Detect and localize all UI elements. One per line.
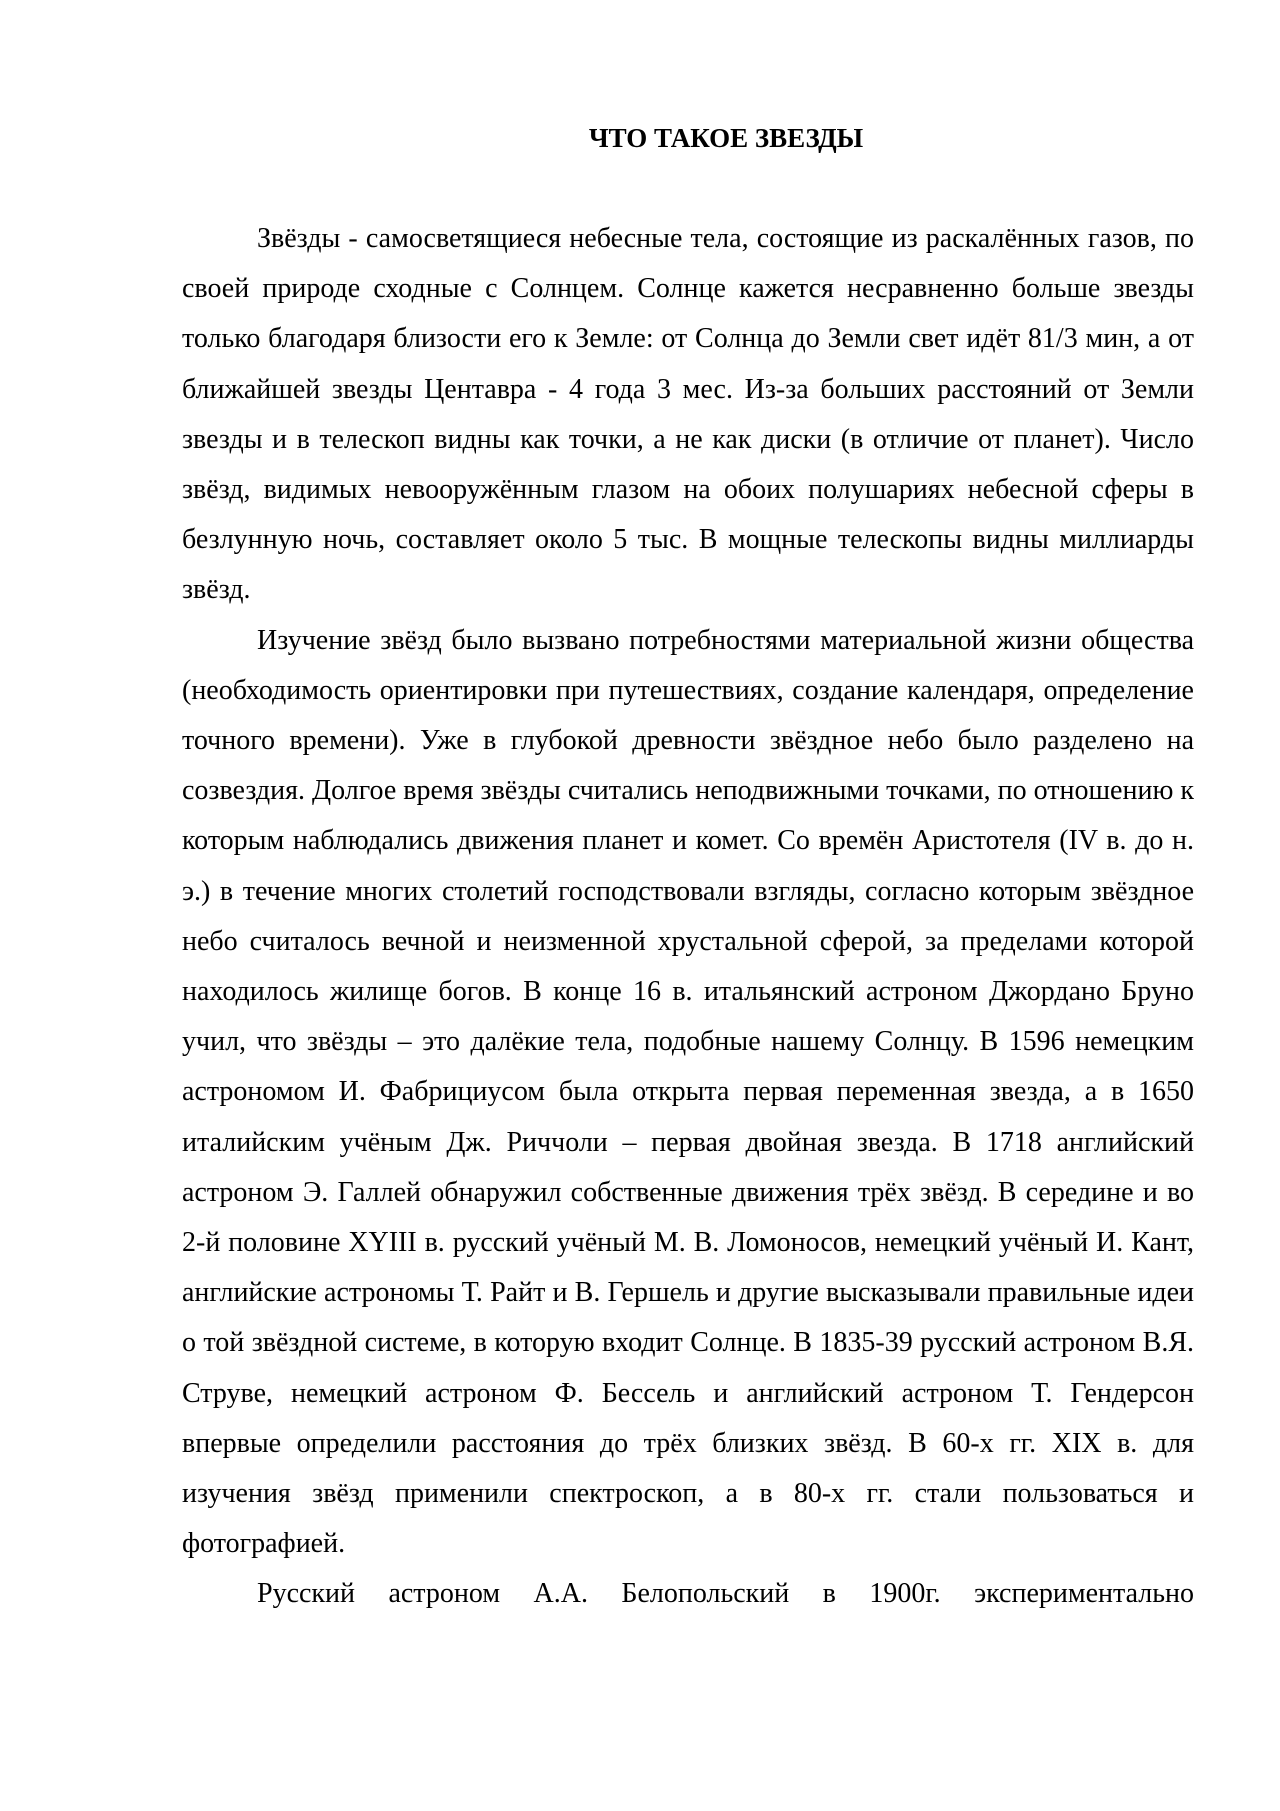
paragraph-belopolsky: Русский астроном А.А. Белопольский в 1900г. экспериментально [257,1578,1194,1610]
paragraph-stars-history: Изучение звёзд было вызвано потребностями материальной жизни общества (необходимость ориентировки при путешествиях, создание календаря, определение точного времени). Уже в глубокой древности звёздное небо было разделено на созвездия. Долгое время звёзды считались неподвижными точками, по отношению к которым наблюдались движения планет и комет. Со времён Аристотеля (IV в. до н. э.) в течение многих столетий господствовали взгляды, согласно которым звёздное небо считалось вечной и неизменной хрустальной сферой, за пределами которой находилось жилище богов. В конце 16 в. итальянский астроном Джордано Бруно учил, что звёзды – это далёкие тела, подобные нашему Солнцу. В 1596 немецким астрономом И. Фабрициусом была открыта первая переменная звезда, а в 1650 италийским учёным Дж. Риччоли – первая двойная звезда. В 1718 английский астроном Э. Галлей обнаружил собственные движения трёх звёзд. В середине и во 2-й половине XYIII в. русский учёный М. В. Ломоносов, немецкий учёный И. Кант, английские астрономы Т. Райт и В. Гершель и другие высказывали правильные идеи о той звёздной системе, в которую входит Солнце. В 1835-39 русский астроном В.Я. Струве, немецкий астроном Ф. Бессель и английский астроном Т. Гендерсон впервые определили расстояния до трёх близких звёзд. В 60-х гг. XIX в. для изучения звёзд применили спектроскоп, а в 80-х гг. стали пользоваться и фотографией. [182,624,1194,1560]
document-body [182,214,1194,1620]
document-title: ЧТО ТАКОЕ ЗВЕЗДЫ [588,123,864,153]
paragraph-stars-definition: Звёзды - самосветящиеся небесные тела, состоящие из раскалённых газов, по своей природе сходные с Солнцем. Солнце кажется несравненно больше звезды только благодаря близости его к Земле: от Солнца до Земли свет идёт 81/3 мин, а от ближайшей звезды Центавра - 4 года 3 мес. Из-за больших расстояний от Земли звезды и в телескоп видны как точки, а не как диски (в отличие от планет). Число звёзд, видимых невооружённым глазом на обоих полушариях небесной сферы в безлунную ночь, составляет около 5 тыс. В мощные телескопы видны миллиарды звёзд. [182,223,1194,606]
